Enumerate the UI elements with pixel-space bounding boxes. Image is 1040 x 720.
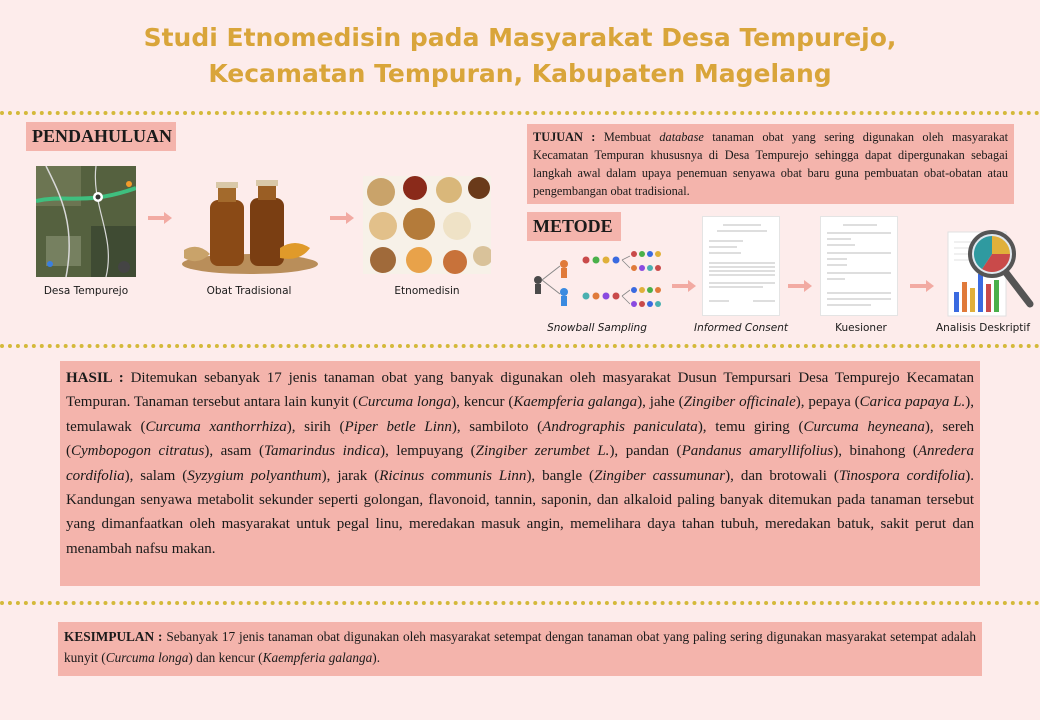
kesimpulan-segment: Curcuma longa xyxy=(105,650,189,665)
hasil-segment: ), sereh ( xyxy=(66,418,974,460)
hasil-segment: ), salam ( xyxy=(124,467,188,484)
hasil-segment: ), sirih ( xyxy=(286,418,345,435)
hasil-segment: ), dan brotowali ( xyxy=(725,467,839,484)
hasil-segment: Tamarindus indica xyxy=(263,443,381,460)
tujuan-text-italic: database xyxy=(659,130,704,144)
hasil-segment: Carica papaya L. xyxy=(859,394,966,411)
snowball-sampling-image xyxy=(530,246,668,314)
kesimpulan-segment: Sebanyak 17 jenis tanaman obat digunakan oleh masyarakat setempat dengan tanaman obat yang paling sering digunakan masyarakat setempat adalah kunyit ( xyxy=(64,629,976,665)
hasil-segment: ), jarak ( xyxy=(321,467,380,484)
caption-analisis-deskriptif: Analisis Deskriptif xyxy=(935,322,1031,334)
tujuan-box xyxy=(527,124,1014,204)
hasil-segment: Curcuma longa xyxy=(357,394,452,411)
hasil-segment: ), jahe ( xyxy=(637,394,684,411)
title-line-1: Studi Etnomedisin pada Masyarakat Desa Tempurejo, xyxy=(143,23,897,52)
hasil-segment: ), kencur ( xyxy=(451,394,514,411)
hasil-segment: Kaempferia galanga xyxy=(513,394,638,411)
kesimpulan-label: KESIMPULAN : xyxy=(64,629,163,644)
caption-snowball-sampling: Snowball Sampling xyxy=(547,322,647,334)
hasil-segment: Curcuma heyneana xyxy=(803,418,925,435)
hasil-segment: ), lempuyang ( xyxy=(380,443,476,460)
arrow-right-icon xyxy=(330,212,354,224)
hasil-label: HASIL : xyxy=(66,370,124,386)
pendahuluan-label: PENDAHULUAN xyxy=(26,122,176,151)
title-line-2: Kecamatan Tempuran, Kabupaten Magelang xyxy=(208,59,832,88)
hasil-segment: ), pandan ( xyxy=(609,443,682,460)
analisis-deskriptif-image xyxy=(944,222,1036,318)
metode-label: METODE xyxy=(527,212,621,241)
hasil-segment: ), asam ( xyxy=(204,443,264,460)
arrow-right-icon xyxy=(788,280,812,292)
caption-obat-tradisional: Obat Tradisional xyxy=(206,285,292,297)
divider-bottom xyxy=(0,601,1040,605)
tujuan-label: TUJUAN : xyxy=(533,130,596,144)
tujuan-text-before: Membuat xyxy=(595,130,660,144)
divider-top xyxy=(0,111,1040,115)
kesimpulan-text xyxy=(64,629,976,665)
arrow-right-icon xyxy=(672,280,696,292)
hasil-segment: Ditemukan sebanyak 17 jenis tanaman obat yang banyak digunakan oleh masyarakat Dusun Tempursari Desa Tempurejo Kecamatan Tempuran. Tanaman tersebut antara lain kunyit ( xyxy=(66,370,974,411)
hasil-segment: ). Kandungan senyawa metabolit sekunder seperti golongan, flavonoid, tannin, saponin, dan alkaloid paling banyak ditemukan pada tanaman tersebut yang dimanfaatkan oleh masyarakat untuk pegal linu, meredakan masuk angin, memelihara daya tahan tubuh, meredakan batuk, sakit perut dan menambah nafsu makan. xyxy=(66,467,974,557)
kuesioner-image xyxy=(820,216,898,316)
hasil-segment: ), sambiloto ( xyxy=(451,418,543,435)
hasil-segment: ), binahong ( xyxy=(833,443,918,460)
kesimpulan-segment: ) dan kencur ( xyxy=(188,650,263,665)
hasil-segment: Curcuma xanthorrhiza xyxy=(145,418,287,435)
informed-consent-image xyxy=(702,216,780,316)
hasil-segment: Cymbopogon citratus xyxy=(71,443,205,460)
hasil-segment: Zingiber zerumbet L. xyxy=(475,443,610,460)
hasil-segment: Anredera cordifolia xyxy=(66,443,974,484)
kesimpulan-box xyxy=(58,622,982,676)
hasil-segment: ), bangle ( xyxy=(526,467,595,484)
hasil-segment: Andrographis paniculata xyxy=(542,418,698,435)
hasil-segment: ), pepaya ( xyxy=(795,394,860,411)
hasil-segment: Zingiber cassumunar xyxy=(594,467,726,484)
obat-tradisional-image xyxy=(180,178,320,274)
hasil-segment: Syzygium polyanthum xyxy=(187,467,322,484)
caption-etnomedisin: Etnomedisin xyxy=(394,285,460,297)
hasil-segment: ), temu giring ( xyxy=(697,418,804,435)
caption-informed-consent: Informed Consent xyxy=(694,322,788,334)
caption-desa-tempurejo: Desa Tempurejo xyxy=(43,285,129,297)
hasil-text xyxy=(66,370,974,557)
caption-kuesioner: Kuesioner xyxy=(835,322,887,334)
poster-title xyxy=(0,20,1040,92)
divider-middle xyxy=(0,344,1040,348)
kesimpulan-segment: ). xyxy=(372,650,381,665)
hasil-segment: Ricinus communis Linn xyxy=(379,467,527,484)
arrow-right-icon xyxy=(148,212,172,224)
tujuan-text-after: tanaman obat yang sering digunakan oleh masyarakat Kecamatan Tempuran khususnya di Desa Tempurejo sehingga dapat dipergunakan sebagai langkah awal dalam upaya penemuan senyawa obat baru guna pembuatan obat-obatan atau pengembangan obat tradisional. xyxy=(533,130,1008,198)
hasil-segment: ), temulawak ( xyxy=(66,394,975,435)
hasil-segment: Piper betle Linn xyxy=(344,418,452,435)
map-image xyxy=(36,166,136,277)
hasil-segment: Tinospora cordifolia xyxy=(838,467,966,484)
etnomedisin-image xyxy=(363,176,491,274)
arrow-right-icon xyxy=(910,280,934,292)
hasil-segment: Pandanus amaryllifolius xyxy=(681,443,834,460)
hasil-segment: Zingiber officinale xyxy=(683,394,796,411)
kesimpulan-segment: Kaempferia galanga xyxy=(262,650,373,665)
hasil-box xyxy=(60,361,980,586)
